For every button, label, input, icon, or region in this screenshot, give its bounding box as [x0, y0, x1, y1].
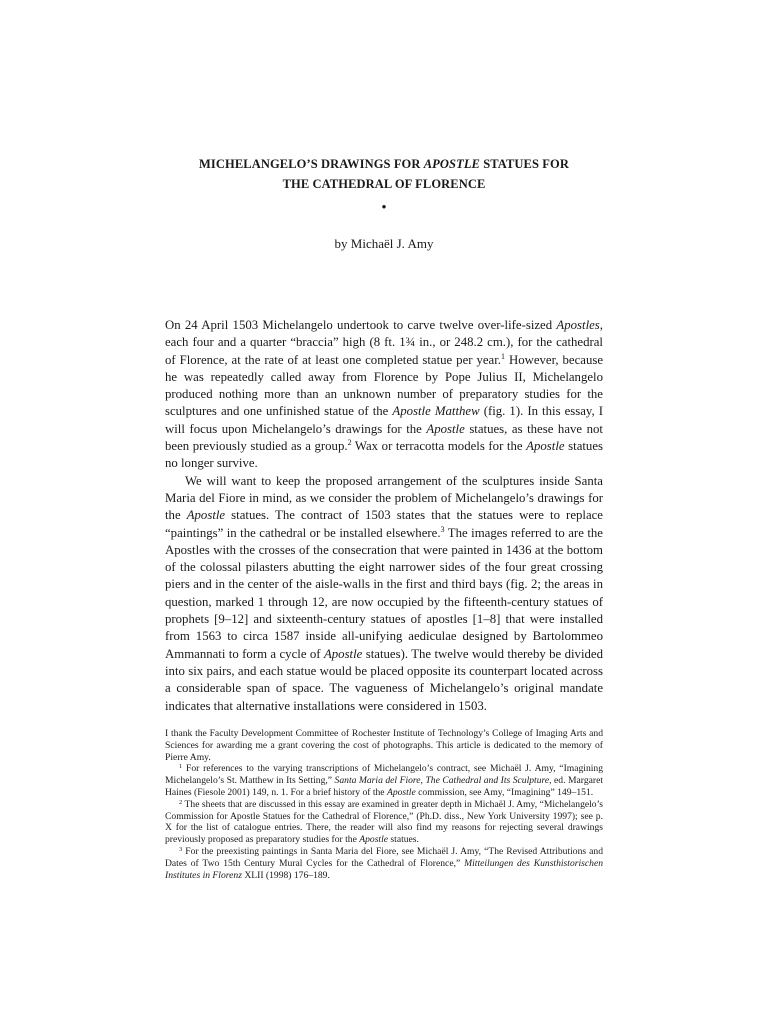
italic-term: Apostles	[556, 318, 600, 332]
text-run: statues). The twelve would thereby be divided into six pairs, and each statue would be placed opposite its counterpart located across a considerable span of space. The vagueness of Michelangelo’s original mandate indicates that alternative installations were considered in 1503.	[165, 646, 603, 713]
text-run: statues. The contract of 1503 states that the statues were to replace “paintings” in the cathedral or be installed elsewhere.	[165, 508, 603, 540]
footnote-ref-1: 1	[501, 351, 505, 361]
text-run: However, because he was repeatedly called away from Florence by Pope Julius II, Michelangelo produced nothing more than an unknown number of preparatory studies for the sculptures and one unfinished statue of the	[165, 352, 604, 419]
text-run: , each four and a quarter “braccia” high (8 ft. 1¾ in., or 248.2 cm.), for the cathedral of Florence, at the rate of at least one completed statue per year.	[165, 318, 603, 367]
article-body	[165, 317, 603, 715]
footnote-ref-2: 2	[347, 438, 352, 448]
italic-term: Apostle	[323, 646, 363, 661]
text-run: On 24 April 1503 Michelangelo undertook to carve twelve over-life-sized	[165, 318, 557, 332]
footnote-3	[165, 846, 603, 881]
title-text: STATUES FOR	[480, 157, 569, 171]
text-run: statues.	[388, 834, 419, 846]
article-title	[0, 154, 768, 194]
text-run: For references to the varying transcriptions of Michelangelo’s contract, see Michaël J. Amy, “Imagining Michelangelo’s St. Matthew in Its Setting,”	[165, 763, 603, 787]
italic-term: Apostle	[526, 439, 565, 454]
title-line-2: THE CATHEDRAL OF FLORENCE	[282, 177, 486, 191]
text-run: The images referred to are the Apostles with the crosses of the consecration that were painted in 1436 at the bottom of the colossal pilasters abutting the eight narrower sides of the four great crossing piers and in the center of the aisle-walls in the first and third bays (fig. 2; the areas in question, marked 1 through 12, are now occupied by the fifteenth-century statues of prophets [9–12] and sixteenth-century statues of apostles [1–8] that were installed from 1563 to circa 1587 inside all-unifying aediculae designed by Bartolommeo Ammannati to form a cycle of	[165, 525, 603, 661]
footnote-number: 1	[179, 763, 183, 771]
italic-title: Mitteilungen des Kunsthistorischen Institutes in Florenz	[165, 857, 603, 881]
text-run: statues, as these have not been previously studied as a group.	[165, 421, 603, 454]
text-run: Wax or terracotta models for the	[351, 439, 527, 454]
italic-term: Apostle Matthew	[392, 404, 480, 419]
text-run: , ed. Margaret Haines (Fiesole 2001) 149, n. 1. For a brief history of the	[165, 775, 603, 798]
text-run: The sheets that are discussed in this essay are examined in greater depth in Michaël J. Amy, “Michelangelo’s Commission for Apostle Statues for the Cathedral of Florence,” (Ph.D. diss., New York University 1997); see p. X for the list of catalogue entries. There, the reader will also find my reasons for rejecting several drawings previously proposed as preparatory studies for the	[165, 798, 603, 846]
title-text: MICHELANGELO’S DRAWINGS FOR	[199, 157, 424, 171]
text-run: statues no longer survive.	[165, 439, 603, 471]
italic-title: Santa Maria del Fiore, The Cathedral and Its Sculpture	[334, 775, 550, 787]
paragraph-1	[165, 317, 603, 473]
text-run: commission, see Amy, “Imagining” 149–151.	[415, 786, 594, 798]
author-byline: by Michaël J. Amy	[334, 236, 434, 251]
italic-term: Apostle	[359, 834, 389, 846]
text-run: We will want to keep the proposed arrangement of the sculptures inside Santa Maria del Fiore in mind, as we consider the problem of Michelangelo’s drawings for the	[165, 473, 603, 523]
footnotes	[165, 728, 603, 881]
footnote-number: 2	[179, 798, 183, 806]
text-run: XLII (1998) 176–189.	[241, 869, 330, 881]
footnote-2	[165, 799, 603, 846]
acknowledgment-note: I thank the Faculty Development Committee of Rochester Institute of Technology’s College of Imaging Arts and Sciences for awarding me a grant covering the cost of photographs. This article is dedicated to the memory of Pierre Amy.	[165, 728, 603, 763]
title-italic-word: APOSTLE	[423, 157, 480, 171]
paragraph-2	[165, 473, 603, 715]
footnote-number: 3	[179, 845, 183, 853]
footnote-ref-3: 3	[440, 524, 445, 534]
italic-term: Apostle	[186, 508, 226, 523]
text-run: (fig. 1). In this essay, I will focus upon Michelangelo’s drawings for the	[165, 404, 604, 436]
text-run: For the preexisting paintings in Santa Maria del Fiore, see Michaël J. Amy, “The Revised Attributions and Dates of Two 15th Century Mural Cycles for the Cathedral of Florence,”	[165, 845, 603, 869]
footnote-1	[165, 763, 603, 798]
italic-term: Apostle	[426, 421, 465, 436]
title-ornament: •	[381, 200, 387, 216]
italic-term: Apostle	[386, 786, 416, 798]
